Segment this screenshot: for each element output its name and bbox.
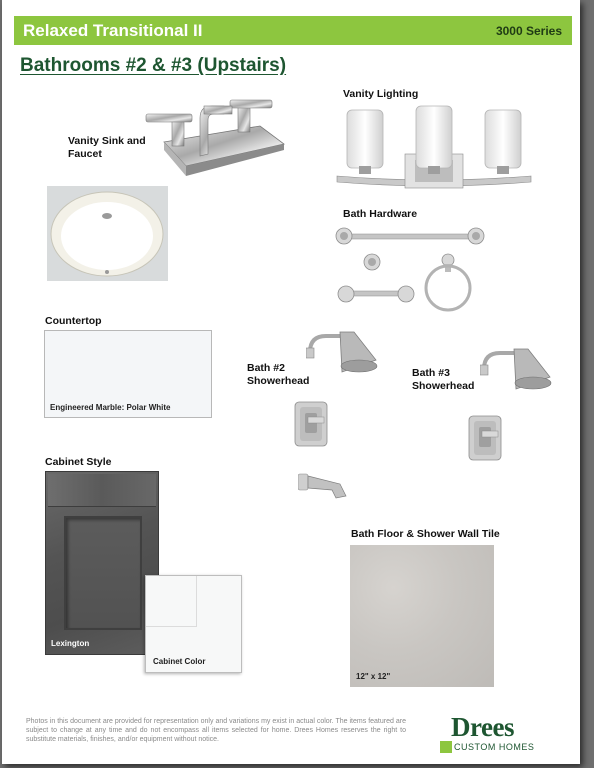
vanity-lighting-label: Vanity Lighting: [343, 88, 419, 100]
brand-logo: Drees: [451, 712, 514, 742]
sink-icon: [47, 186, 168, 281]
cabinet-panel: [64, 516, 142, 630]
page-title: Bathrooms #2 & #3 (Upstairs): [20, 55, 287, 76]
bath3-showerhead-label: Bath #3 Showerhead: [412, 367, 475, 392]
cabinet-color-frame: [146, 576, 197, 627]
tub-spout-icon: [298, 470, 348, 502]
series-label: 3000 Series: [495, 24, 562, 38]
cabinet-color-label: Cabinet Color: [153, 657, 206, 666]
bath-hardware-label: Bath Hardware: [343, 208, 418, 220]
towel-ring-icon: [426, 254, 470, 310]
countertop-label: Countertop: [45, 315, 102, 327]
collection-title: Relaxed Transitional II: [23, 21, 203, 40]
header-bar: [14, 16, 572, 45]
towel-bar-icon: [336, 228, 484, 244]
cabinet-style-name: Lexington: [51, 639, 90, 648]
cabinet-top-rail: [48, 474, 156, 507]
spec-sheet-page: [2, 0, 580, 764]
bath2-showerhead-label: Bath #2 Showerhead: [247, 362, 310, 387]
shower-valve-icon: [468, 415, 502, 461]
cabinet-door-swatch: [45, 471, 159, 655]
disclaimer: Photos in this document are provided for representation only and variations my exist in actual color. The items featured are subject to change at any time and do not encompass all items selected for home. Drees Homes reserves the right to substitute materials, finishes, and/or equipment without notice.: [26, 718, 406, 743]
vanity-sink-label: Vanity Sink and Faucet: [68, 135, 146, 160]
faucet-icon: [142, 92, 288, 184]
shower-valve-icon: [294, 401, 328, 447]
tile-label: Bath Floor & Shower Wall Tile: [351, 528, 500, 540]
tile-size: 12" x 12": [356, 672, 391, 681]
cabinet-style-label: Cabinet Style: [45, 456, 112, 468]
brand-sublogo: CUSTOM HOMES: [454, 742, 535, 752]
countertop-swatch: [44, 330, 212, 418]
vanity-light-icon: [335, 104, 533, 192]
tile-swatch: [350, 545, 494, 687]
countertop-material: Engineered Marble: Polar White: [50, 403, 171, 412]
paper-holder-icon: [338, 286, 414, 302]
robe-hook-icon: [364, 254, 380, 270]
cabinet-color-swatch: [145, 575, 242, 673]
bath-hardware-set: [332, 222, 488, 318]
